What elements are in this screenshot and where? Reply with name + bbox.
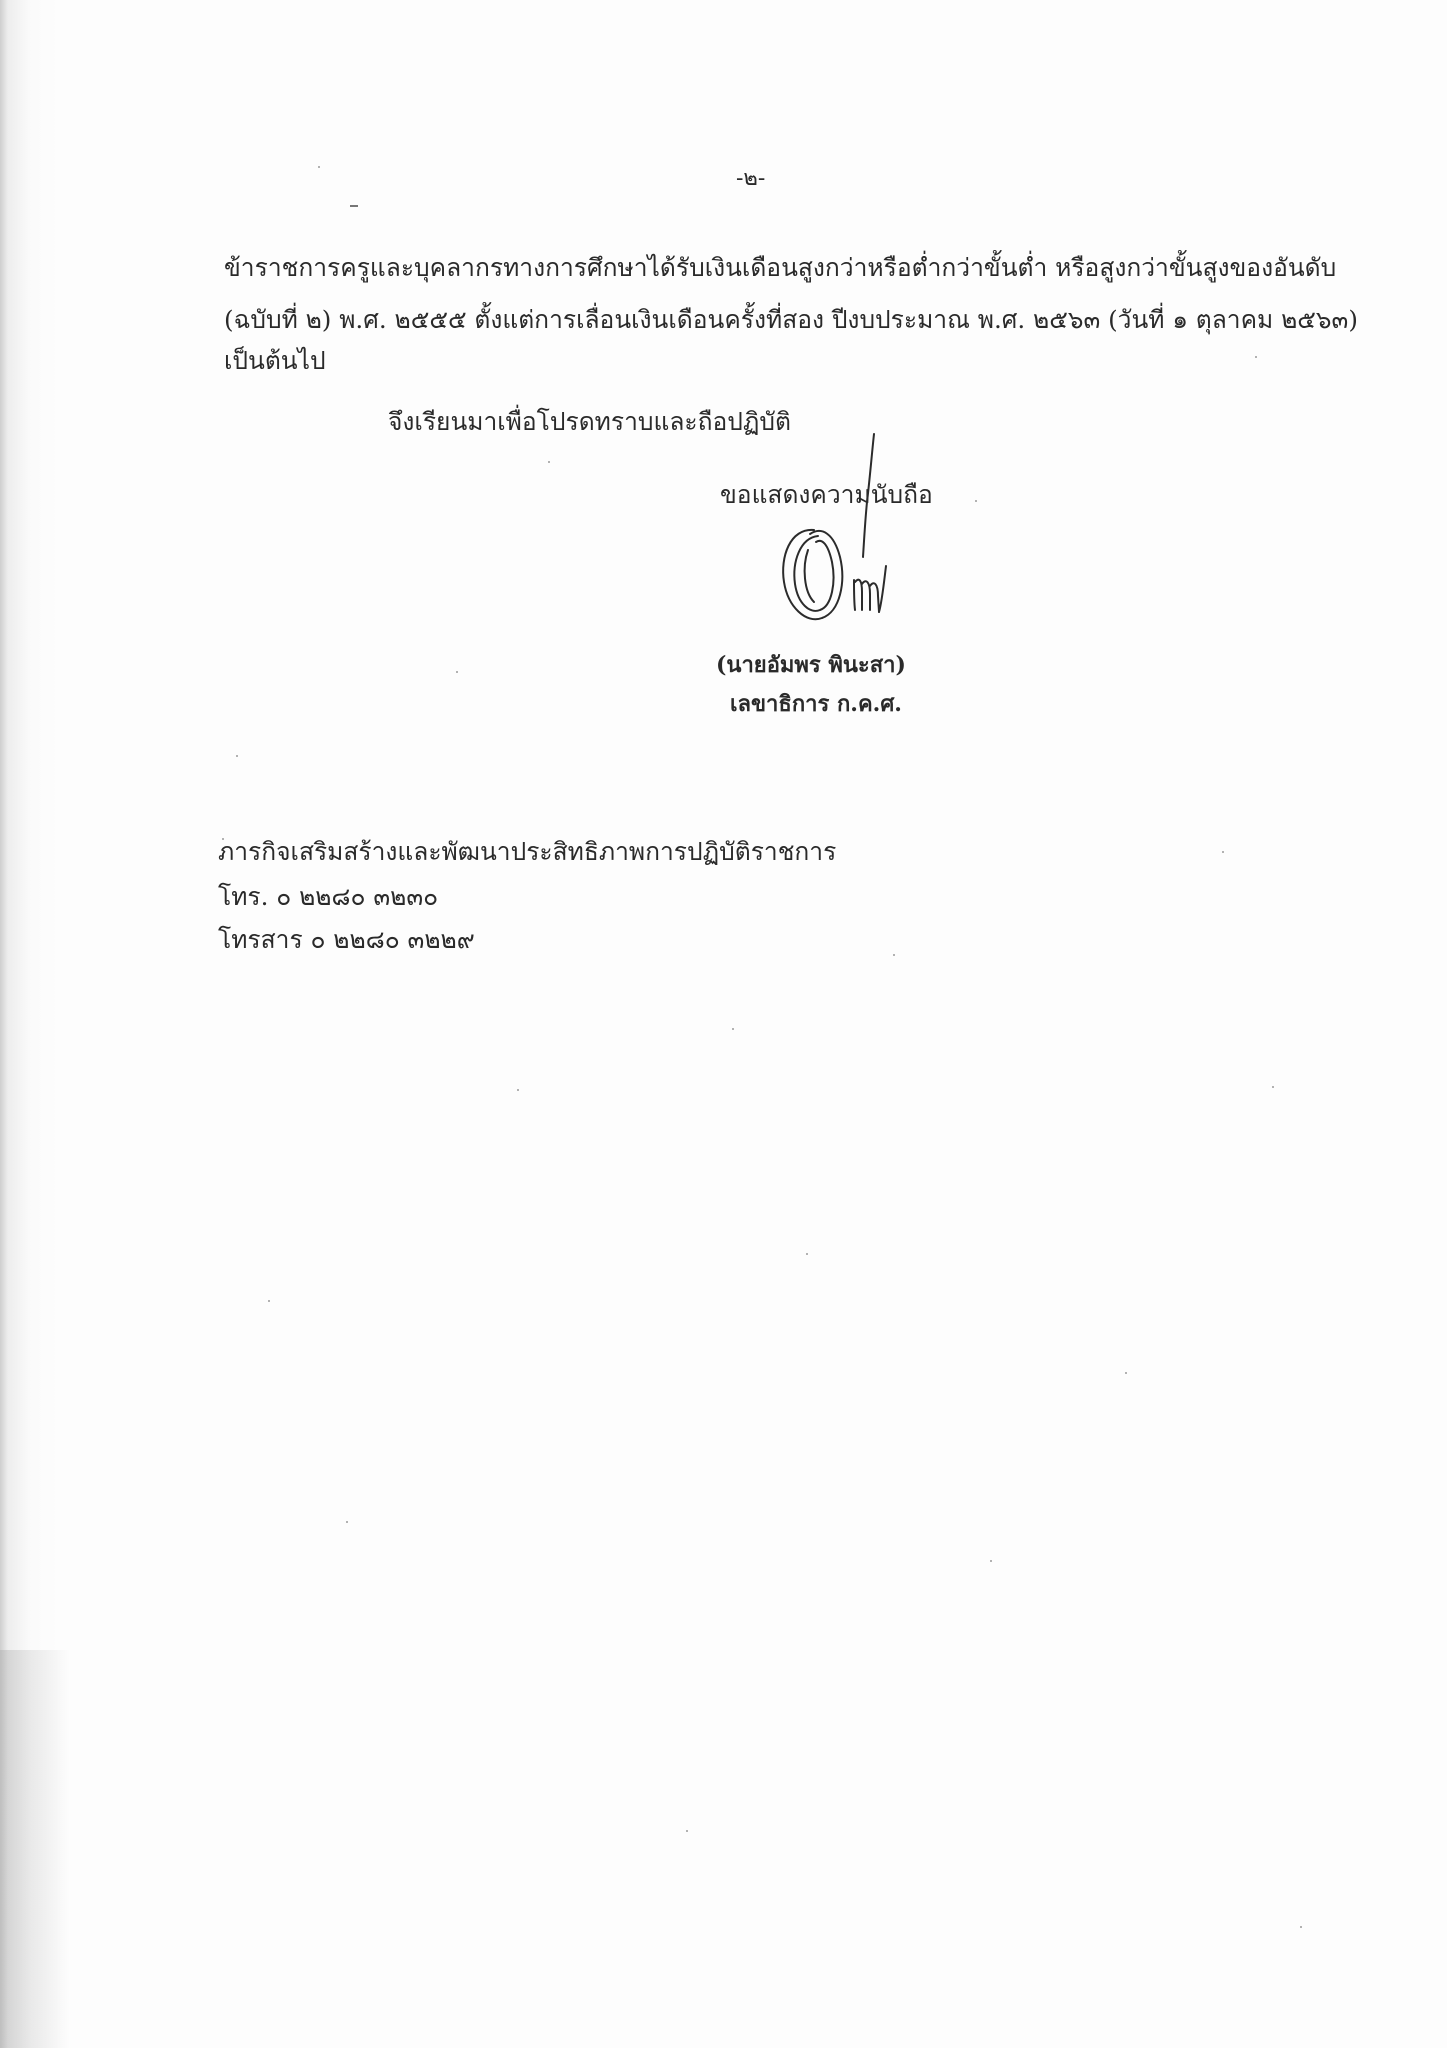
scan-speck	[346, 1521, 348, 1523]
scan-speck	[732, 1028, 734, 1030]
footer-fax: โทรสาร ๐ ๒๒๘๐ ๓๒๒๙	[218, 925, 475, 954]
scan-speck	[990, 1560, 992, 1562]
body-text-line: (ฉบับที่ ๒) พ.ศ. ๒๕๕๕ ตั้งแต่การเลื่อนเงินเดือนครั้งที่สอง ปีงบประมาณ พ.ศ. ๒๕๖๓ (วันที่ ๑ ตุลาคม ๒๕๖๓)	[224, 305, 1358, 334]
closing-paragraph: จึงเรียนมาเพื่อโปรดทราบและถือปฏิบัติ	[388, 407, 792, 436]
scan-speck	[893, 954, 895, 956]
body-text-line: ข้าราชการครูและบุคลากรทางการศึกษาได้รับเงินเดือนสูงกว่าหรือต่ำกว่าขั้นต่ำ หรือสูงกว่าขั้นสูงของอันดับ	[224, 253, 1337, 282]
scan-speck	[456, 671, 458, 673]
scan-speck	[806, 1253, 808, 1255]
scan-speck	[1125, 1372, 1127, 1374]
scan-edge-shadow-bottom	[0, 1650, 70, 2048]
body-text-line: เป็นต้นไป	[224, 346, 326, 375]
scan-speck	[236, 755, 238, 757]
scan-speck	[1255, 356, 1257, 358]
handwritten-signature	[762, 432, 892, 642]
footer-telephone: โทร. ๐ ๒๒๘๐ ๓๒๓๐	[218, 882, 439, 911]
scan-mark	[350, 205, 358, 207]
scan-speck	[1222, 851, 1224, 853]
scan-speck	[548, 461, 550, 463]
scan-speck	[686, 1830, 688, 1832]
salutation: ขอแสดงความนับถือ	[720, 480, 933, 509]
scan-speck	[1272, 1086, 1274, 1088]
page-number: -๒-	[736, 166, 766, 191]
scan-speck	[268, 1300, 270, 1302]
scan-speck	[1300, 1926, 1302, 1928]
scan-speck	[975, 500, 977, 502]
scan-speck	[318, 166, 320, 168]
signer-title: เลขาธิการ ก.ค.ศ.	[730, 691, 902, 717]
footer-department: ภารกิจเสริมสร้างและพัฒนาประสิทธิภาพการปฏิบัติราชการ	[218, 837, 837, 866]
scan-speck	[517, 1089, 519, 1091]
signer-name: (นายอัมพร พินะสา)	[716, 652, 906, 678]
